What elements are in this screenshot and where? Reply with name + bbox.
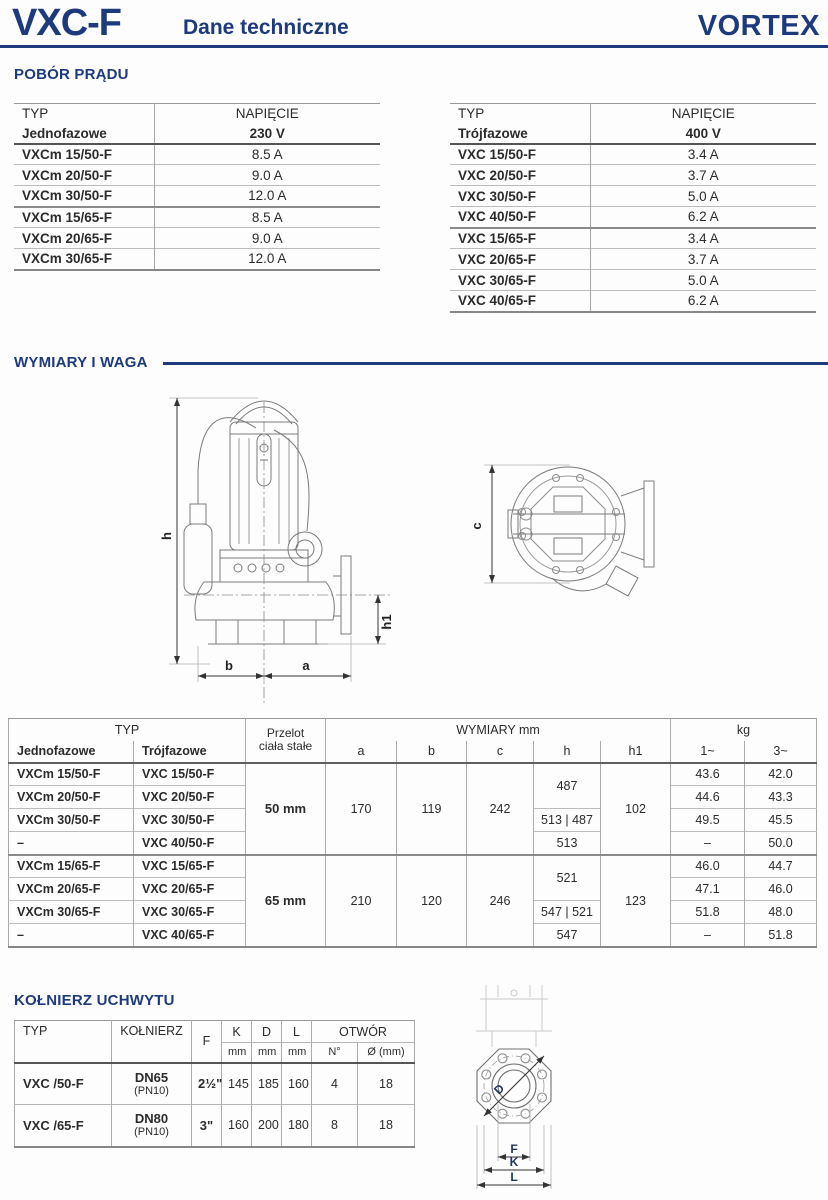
pump-type: VXC 30/65-F: [450, 270, 590, 291]
pump-top-view-drawing: [466, 426, 711, 636]
col-header-voltage: NAPIĘCIE: [671, 106, 735, 122]
section-heading-dimensions: WYMIARY I WAGA: [14, 354, 148, 371]
header-dim-b: b: [397, 741, 467, 763]
pump-type: VXC /50-F: [23, 1076, 84, 1092]
pump-type: VXCm 30/50-F: [14, 186, 154, 207]
section-heading-flange: KOŁNIERZ UCHWYTU: [14, 992, 175, 1009]
current-value: 9.0 A: [154, 228, 380, 249]
dim-label-h1: h1: [379, 614, 394, 630]
table-row: [450, 186, 816, 207]
weight-1ph: –: [671, 832, 745, 855]
dim-l: 180: [282, 1105, 312, 1147]
power-table-three-phase: [450, 103, 816, 313]
weight-3ph: 45.5: [745, 809, 817, 832]
header-passage-line1: Przelot: [266, 726, 305, 741]
dim-h: 487: [534, 763, 601, 809]
pump-type: VXC 40/65-F: [134, 924, 246, 947]
table-row: [450, 270, 816, 291]
weight-3ph: 46.0: [745, 878, 817, 901]
weight-3ph: 48.0: [745, 901, 817, 924]
header-f: F: [192, 1021, 222, 1063]
current-value: 6.2 A: [590, 291, 816, 312]
dim-b: 119: [397, 763, 467, 855]
table-row: [14, 228, 380, 249]
dim-label-c: c: [469, 522, 484, 530]
weight-3ph: 42.0: [745, 763, 817, 786]
table-row: [14, 186, 380, 207]
dim-c: 242: [467, 763, 534, 855]
dim-h: 547: [534, 924, 601, 947]
dim-a: 170: [326, 763, 397, 855]
passage-size: 50 mm: [246, 763, 326, 855]
current-value: 6.2 A: [590, 207, 816, 228]
doc-subtitle: Dane techniczne: [183, 16, 349, 39]
table-row: [9, 763, 817, 786]
pump-type: VXCm 15/65-F: [9, 855, 134, 878]
dim-h1: 123: [601, 855, 671, 947]
dim-l: 160: [282, 1063, 312, 1105]
pump-type: VXC 40/50-F: [450, 207, 590, 228]
flange-table: [14, 1020, 415, 1148]
header-dimensions-mm: WYMIARY mm: [326, 719, 671, 741]
current-value: 3.4 A: [590, 144, 816, 165]
header-hole-count: N°: [312, 1043, 358, 1063]
table-row: [450, 291, 816, 312]
table-row: [14, 207, 380, 228]
pump-type: VXCm 20/50-F: [9, 786, 134, 809]
dim-h: 547 | 521: [534, 901, 601, 924]
table-row: [15, 1063, 415, 1105]
table-row: [14, 144, 380, 165]
weight-3ph: 51.8: [745, 924, 817, 947]
table-row: [450, 249, 816, 270]
table-row: [14, 249, 380, 270]
pump-type: VXC 30/50-F: [450, 186, 590, 207]
header-rule: [0, 45, 828, 48]
header-hole-diameter: Ø (mm): [358, 1043, 415, 1063]
pump-type: VXC 30/50-F: [134, 809, 246, 832]
dim-h: 513: [534, 832, 601, 855]
weight-3ph: 43.3: [745, 786, 817, 809]
current-value: 3.4 A: [590, 228, 816, 249]
pump-type: VXCm 30/65-F: [9, 901, 134, 924]
dim-c: 246: [467, 855, 534, 947]
port-size: 3": [192, 1105, 222, 1147]
header-single-phase: Jednofazowe: [17, 744, 96, 758]
pump-type: VXCm 20/65-F: [14, 228, 154, 249]
col-header-voltage: NAPIĘCIE: [235, 106, 299, 122]
pump-type: VXC 20/50-F: [450, 165, 590, 186]
flange-drawing: [452, 983, 637, 1195]
dimensions-table: [8, 718, 817, 948]
dim-d: 200: [252, 1105, 282, 1147]
dim-h: 521: [534, 855, 601, 901]
pump-front-view-drawing: [158, 376, 468, 711]
weight-1ph: 47.1: [671, 878, 745, 901]
header-passage-line2: ciała stałe: [258, 739, 313, 754]
header-typ: TYP: [114, 722, 140, 737]
col-subheader-voltage-value: 400 V: [685, 125, 721, 141]
header-dim-a: a: [326, 741, 397, 763]
current-value: 8.5 A: [154, 144, 380, 165]
brand-logo: VORTEX: [697, 10, 820, 42]
pump-type: VXCm 20/65-F: [9, 878, 134, 901]
product-title: VXC-F: [12, 2, 121, 44]
dim-label-a: a: [302, 658, 310, 673]
table-row: [15, 1105, 415, 1147]
header-three-phase: Trójfazowe: [134, 741, 246, 763]
table-row: [9, 855, 817, 878]
dim-label-D: D: [491, 1081, 508, 1098]
pump-type: VXC /65-F: [15, 1105, 112, 1147]
dim-b: 120: [397, 855, 467, 947]
pump-type: VXC 15/50-F: [450, 144, 590, 165]
flange-dn: [112, 1063, 192, 1105]
pump-type: VXCm 30/65-F: [14, 249, 154, 270]
col-subheader-phase: Trójfazowe: [450, 124, 590, 144]
pump-type: VXC 15/65-F: [134, 855, 246, 878]
header-typ: TYP: [23, 1024, 48, 1038]
col-header-typ: TYP: [14, 104, 154, 124]
current-value: 12.0 A: [154, 186, 380, 207]
pump-type: VXCm 20/50-F: [14, 165, 154, 186]
current-value: 3.7 A: [590, 165, 816, 186]
dim-label-K: K: [509, 1155, 519, 1169]
col-header-typ: TYP: [450, 104, 590, 124]
header-passage: [246, 719, 326, 763]
dn-size: DN80: [134, 1111, 169, 1127]
pump-type: VXCm 30/50-F: [9, 809, 134, 832]
pump-type: –: [9, 832, 134, 855]
section-heading-power: POBÓR PRĄDU: [14, 66, 129, 83]
header-kg: kg: [671, 719, 817, 741]
section-rule: [163, 362, 828, 365]
dim-label-b: b: [225, 658, 233, 673]
dim-a: 210: [326, 855, 397, 947]
pump-type: VXC 15/65-F: [450, 228, 590, 249]
dim-k: 160: [222, 1105, 252, 1147]
pump-type: VXC 40/50-F: [134, 832, 246, 855]
current-value: 12.0 A: [154, 249, 380, 270]
dim-label-L: L: [510, 1170, 518, 1184]
pump-type: VXCm 15/50-F: [14, 144, 154, 165]
pump-type: VXC 20/50-F: [134, 786, 246, 809]
table-row: [450, 228, 816, 249]
pump-type: –: [9, 924, 134, 947]
weight-1ph: 49.5: [671, 809, 745, 832]
table-row: [450, 207, 816, 228]
weight-1ph: 46.0: [671, 855, 745, 878]
dim-label-F: F: [510, 1142, 518, 1156]
dim-k: 145: [222, 1063, 252, 1105]
header-d-unit: mm: [252, 1043, 282, 1063]
table-row: [450, 144, 816, 165]
hole-diameter: 18: [358, 1105, 415, 1147]
header-l-unit: mm: [282, 1043, 312, 1063]
header-dim-c: c: [467, 741, 534, 763]
table-row: [14, 165, 380, 186]
current-value: 8.5 A: [154, 207, 380, 228]
pn-rating: (PN10): [134, 1126, 169, 1139]
header-kg-3ph: 3~: [745, 741, 817, 763]
pump-type: VXC 40/65-F: [450, 291, 590, 312]
weight-3ph: 50.0: [745, 832, 817, 855]
col-subheader-voltage-value: 230 V: [249, 125, 285, 141]
pump-type: VXC 15/50-F: [134, 763, 246, 786]
flange-dn: [112, 1105, 192, 1147]
pump-type: VXCm 15/65-F: [14, 207, 154, 228]
weight-1ph: 51.8: [671, 901, 745, 924]
header-flange: KOŁNIERZ: [112, 1021, 192, 1063]
pump-type: VXC 30/65-F: [134, 901, 246, 924]
pn-rating: (PN10): [134, 1084, 169, 1097]
header-hole: OTWÓR: [312, 1021, 415, 1043]
passage-size: 65 mm: [246, 855, 326, 947]
hole-count: 8: [312, 1105, 358, 1147]
weight-1ph: 43.6: [671, 763, 745, 786]
hole-count: 4: [312, 1063, 358, 1105]
header-dim-h1: h1: [601, 741, 671, 763]
dim-d: 185: [252, 1063, 282, 1105]
pump-type: VXCm 15/50-F: [9, 763, 134, 786]
table-row: [450, 165, 816, 186]
weight-1ph: 44.6: [671, 786, 745, 809]
power-table-single-phase: [14, 103, 380, 271]
dim-h1: 102: [601, 763, 671, 855]
dn-size: DN65: [134, 1069, 169, 1085]
header-k-unit: mm: [222, 1043, 252, 1063]
dim-label-h: h: [159, 532, 174, 540]
header-kg-1ph: 1~: [671, 741, 745, 763]
hole-diameter: 18: [358, 1063, 415, 1105]
pump-type: VXC 20/65-F: [450, 249, 590, 270]
col-subheader-phase: Jednofazowe: [14, 124, 154, 144]
current-value: 3.7 A: [590, 249, 816, 270]
current-value: 9.0 A: [154, 165, 380, 186]
header-d: D: [252, 1021, 282, 1043]
header-dim-h: h: [534, 741, 601, 763]
port-size: 2½": [192, 1063, 222, 1105]
header-k: K: [222, 1021, 252, 1043]
weight-3ph: 44.7: [745, 855, 817, 878]
header-l: L: [282, 1021, 312, 1043]
current-value: 5.0 A: [590, 186, 816, 207]
current-value: 5.0 A: [590, 270, 816, 291]
dim-h: 513 | 487: [534, 809, 601, 832]
weight-1ph: –: [671, 924, 745, 947]
pump-type: VXC 20/65-F: [134, 878, 246, 901]
